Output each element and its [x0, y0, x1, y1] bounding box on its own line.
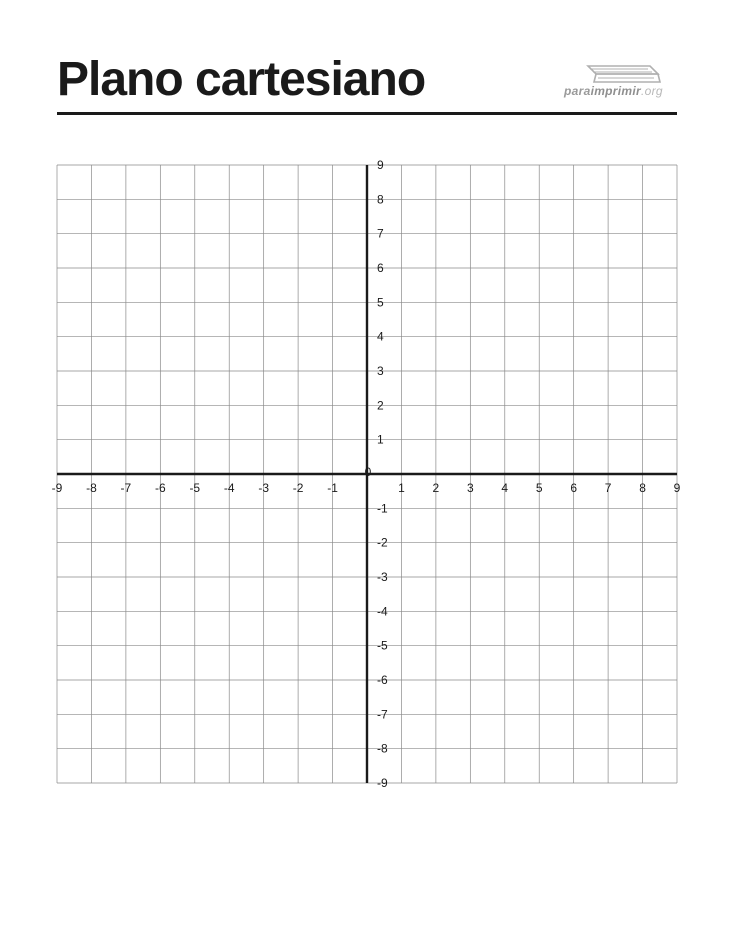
x-tick-label: 2 [432, 481, 440, 495]
y-tick-label: -6 [377, 673, 388, 687]
x-tick-label: 7 [604, 481, 612, 495]
x-tick-label: 5 [535, 481, 543, 495]
x-tick-label: 1 [398, 481, 405, 495]
x-tick-label: 9 [673, 481, 681, 495]
x-tick-label: -4 [223, 481, 235, 495]
y-tick-label: -1 [377, 501, 388, 516]
x-tick-label: -6 [154, 481, 166, 495]
x-tick-label: 8 [639, 481, 646, 495]
y-tick-label: -5 [377, 638, 388, 653]
y-tick-label: 5 [377, 295, 384, 310]
x-tick-label: 6 [570, 481, 578, 495]
x-tick-label: -7 [120, 481, 132, 495]
y-tick-label: -8 [377, 741, 388, 756]
logo-text-part2: imprimir [590, 84, 641, 98]
x-tick-label: -3 [258, 481, 270, 495]
x-tick-label: -9 [51, 481, 63, 495]
x-tick-label: -1 [327, 481, 338, 495]
x-tick-label: -8 [86, 481, 97, 495]
y-tick-label: -3 [377, 570, 388, 584]
x-tick-label: 3 [466, 481, 474, 495]
y-tick-label: 2 [377, 398, 384, 413]
y-tick-label: -2 [377, 535, 388, 550]
y-tick-label: -4 [377, 604, 388, 619]
y-tick-label: 3 [377, 364, 384, 378]
y-tick-label: -9 [377, 776, 388, 790]
y-tick-label: 8 [377, 192, 384, 207]
y-tick-label: 9 [377, 158, 384, 172]
x-tick-label: -5 [189, 481, 201, 495]
y-tick-label: 1 [377, 432, 384, 447]
x-tick-label: -2 [292, 481, 304, 495]
origin-label: 0 [364, 465, 372, 479]
y-tick-label: 7 [377, 226, 384, 241]
y-tick-label: 4 [377, 329, 384, 344]
logo-text-part1: para [564, 84, 591, 98]
y-tick-label: -7 [377, 707, 388, 722]
x-tick-label: 4 [501, 481, 509, 495]
logo-text-part3: .org [640, 84, 663, 98]
y-tick-label: 6 [377, 261, 384, 275]
page-title: Plano cartesiano [57, 53, 426, 106]
